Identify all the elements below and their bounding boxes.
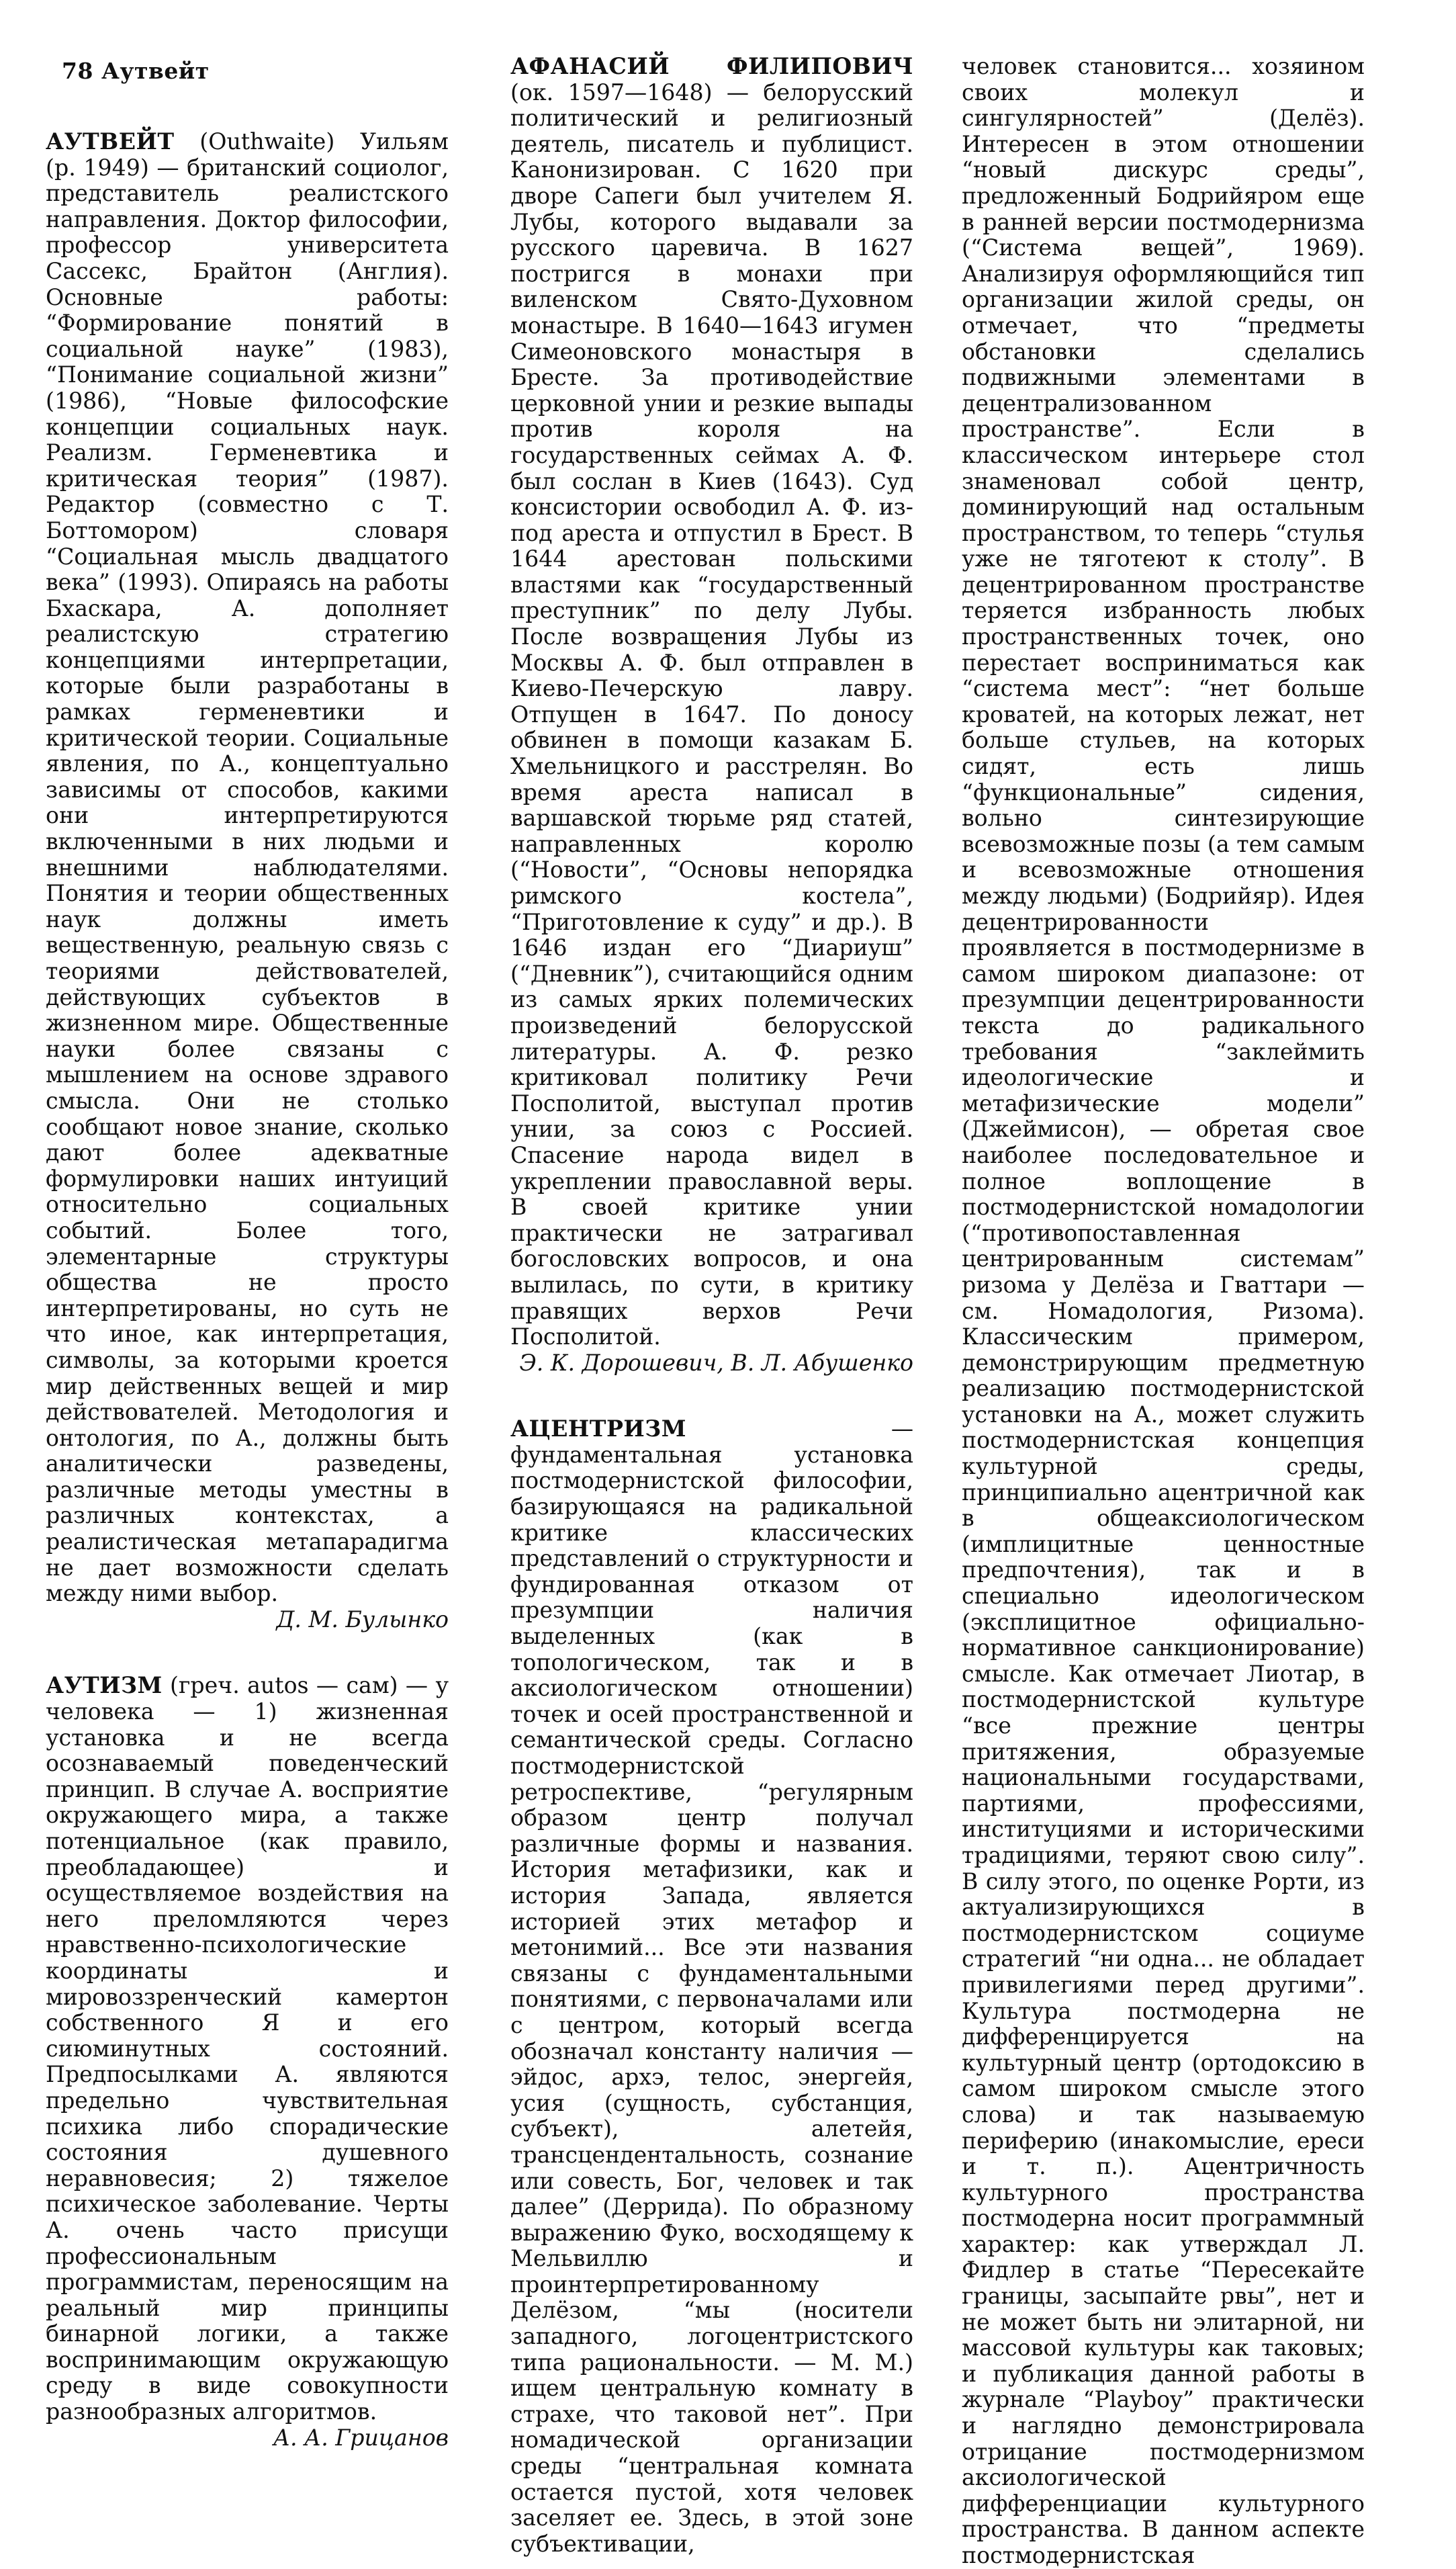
author-signature: Д. М. Булынко [276,1606,449,1632]
entry-autism [46,1673,449,2451]
headword: АУТИЗМ [46,1672,163,1699]
entry-afanasy [510,54,913,1376]
entry-body: (греч. autos — сам) — у человека — 1) жизненная установка и не всегда осознаваемый поведенческий принцип. В случае А. восприятие окружающего мира, а также потенциальное (как правило, преобладающее) и осуществляемое воздействия на него преломляются через нравственно-психологические координаты и мировоззренческий камертон собственного Я и его сиюминутных состояний. Предпосылками А. являются предельно чувствительная психика либо спорадические состояния душевного неравновесия; 2) тяжелое психическое заболевание. Черты А. очень часто присущи профессиональным программистам, переносящим на реальный мир принципы бинарной логики, а также воспринимающим окружающую среду в виде совокупности разнообразных алгоритмов. [46,1672,449,2425]
column-2 [510,54,913,2557]
page-number: 78 [62,58,93,84]
running-title: Аутвейт [101,58,210,84]
entry-text [510,1416,913,2557]
entry-outhwaite [46,129,449,1632]
entry-body: (Outhwaite) Уильям (р. 1949) — британский социолог, представитель реалистского направления. Доктор философии, профессор университета Сассекс, Брайтон (Англия). Основные работы: “Формирование понятий в социальной науке” (1983), “Понимание социальной жизни” (1986), “Новые философские концепции социальных наук. Реализм. Герменевтика и критическая теория” (1987). Редактор (совместно с Т. Боттомором) словаря “Социальная мысль двадцатого века” (1993). Опираясь на работы Бхаскара, А. дополняет реалистскую стратегию концепциями интерпретации, которые были разработаны в рамках герменевтики и критической теории. Социальные явления, по А., концептуально зависимы от способов, какими они интерпретируются включенными в них людьми и внешними наблюдателями. Понятия и теории общественных наук должны иметь вещественную, реальную связь с теориями действователей, действующих субъектов в жизненном мире. Общественные науки более связаны с мышлением на основе здравого смысла. Они не столько сообщают новое знание, сколько дают более адекватные формулировки наших интуиций относительно социальных событий. Более того, элементарные структуры общества не просто интерпретированы, но суть не что иное, как интерпретация, символы, за которыми кроется мир действенных вещей и мир действователей. Методология и онтология, по А., должны быть аналитически разведены, различные методы уместны в различных контекстах, а реалистическая метапарадигма не дает возможности сделать между ними выбор. [46,128,449,1607]
entry-body: (ок. 1597—1648) — белорусский политический и религиозный деятель, писатель и публицист. Канонизирован. С 1620 при дворе Сапеги был учителем Я. Лубы, которого выдавали за русского царевича. В 1627 постригся в монахи при виленском Свято-Духовном монастыре. В 1640—1643 игумен Симеоновского монастыря в Бресте. За противодействие церковной унии и резкие выпады против короля на государственных сеймах А. Ф. был сослан в Киев (1643). Суд консистории освободил А. Ф. из-под ареста и отпустил в Брест. В 1644 арестован польскими властями как “государственный преступник” по делу Лубы. После возвращения Лубы из Москвы А. Ф. был отправлен в Киево-Печерскую лавру. Отпущен в 1647. По доносу обвинен в помощи казакам Б. Хмельницкого и расстрелян. Во время ареста написал в варшавской тюрьме ряд статей, направленных королю (“Новости”, “Основы непорядка римского костела”, “Приготовление к суду” и др.). В 1646 издан его “Диариуш” (“Дневник”), считающийся одним из самых ярких полемических произведений белорусской литературы. А. Ф. резко критиковал политику Речи Посполитой, выступал против унии, за союз с Россией. Спасение народа видел в укреплении православной веры. В своей критике унии практически не затрагивал богословских вопросов, и она вылилась, по сути, в критику правящих верхов Речи Посполитой. [510,79,913,1350]
entry-spacer [510,1376,913,1416]
entry-body: — фундаментальная установка постмодернистской философии, базирующаяся на радикальной критике классических представлений о структурности и фундированная отказом от презумпции наличия выделенных (как в топологическом, так и в аксиологическом отношении) точек и осей пространственной и семантической среды. Согласно постмодернистской ретроспективе, “регулярным образом центр получал различные формы и названия. История метафизики, как и история Запада, является историей этих метафор и метонимий... Все эти названия связаны с фундаментальными понятиями, с первоначалами или с центром, который всегда обозначал константу наличия — эйдос, архэ, телос, энергейя, усия (сущность, субстанция, субъект), алетейя, трансцендентальность, сознание или совесть, Бог, человек и так далее” (Деррида). По образному выражению Фуко, восходящему к Мельвиллю и проинтерпретированному Делёзом, “мы (носители западного, логоцентристского типа рациональности. — М. М.) ищем центральную комнату в страхе, что таковой нет”. При номадической организации среды “центральная комната остается пустой, хотя человек заселяет ее. Здесь, в этой зоне субъективации, [510,1416,913,2557]
running-header [62,58,210,84]
headword: АЦЕНТРИЗМ [510,1416,686,1442]
entry-spacer [46,1632,449,1673]
author-signature: Э. К. Дорошевич, В. Л. Абушенко [519,1349,913,1376]
column-1 [46,129,449,2451]
entry-text [46,129,449,1607]
entry-acentrism [510,1416,913,2557]
entry-text [46,1673,449,2425]
entry-text [510,54,913,1350]
column-3 [962,54,1365,2569]
author-signature: А. А. Грицанов [273,2424,449,2451]
headword: АУТВЕЙТ [46,128,175,155]
entry-acentrism-continued [962,54,1365,2569]
entry-body-continued: человек становится... хозяином своих молекул и сингулярностей” (Делёз). Интересен в этом отношении “новый дискурс среды”, предложенный Бодрийяром еще в ранней версии постмодернизма (“Система вещей”, 1969). Анализируя оформляющийся тип организации жилой среды, он отмечает, что “предметы обстановки сделались подвижными элементами в децентрализованном пространстве”. Если в классическом интерьере стол знаменовал собой центр, доминирующий над остальным пространством, то теперь “стулья уже не тяготеют к столу”. В децентрированном пространстве теряется избранность любых пространственных точек, оно перестает восприниматься как “система мест”: “нет больше кроватей, на которых лежат, нет больше стульев, на которых сидят, есть лишь “функциональные” сидения, вольно синтезирующие всевозможные позы (а тем самым и всевозможные отношения между людьми) (Бодрийяр). Идея децентрированности проявляется в постмодернизме в самом широком диапазоне: от презумпции децентрированности текста до радикального требования “заклеймить идеологические и метафизические модели” (Джеймисон), — обретая свое наиболее последовательное и полное воплощение в постмодернистской номадологии (“противопоставленная центрированным системам” ризома у Делёза и Гваттари — см. Номадология, Ризома). Классическим примером, демонстрирующим предметную реализацию постмодернистской установки на А., может служить постмодернистская концепция культурной среды, принципиально ацентричной как в общеаксиологическом (имплицитные ценностные предпочтения), так и в специально идеологическом (эксплицитное официально-нормативное санкционирование) смысле. Как отмечает Лиотар, в постмодернистской культуре “все прежние центры притяжения, образуемые национальными государствами, партиями, профессиями, институциями и историческими традициями, теряют свою силу”. В силу этого, по оценке Рорти, из актуализирующихся в постмодернистском социуме стратегий “ни одна... не обладает привилегиями перед другими”. Культура постмодерна не дифференцируется на культурный центр (ортодоксию в самом широком смысле этого слова) и так называемую периферию (инакомыслие, ереси и т. п.). Ацентричность культурного пространства постмодерна носит программный характер: как утверждал Л. Фидлер в статье “Пересекайте границы, засыпайте рвы”, нет и не может быть ни элитарной, ни массовой культуры как таковых; и публикация данной работы в журнале “Playboy” практически и наглядно демонстрировала отрицание постмодернизмом аксиологической дифференциации культурного пространства. В данном аспекте постмодернистская [962,53,1365,2568]
headword: АФАНАСИЙ ФИЛИПОВИЧ [510,53,913,79]
